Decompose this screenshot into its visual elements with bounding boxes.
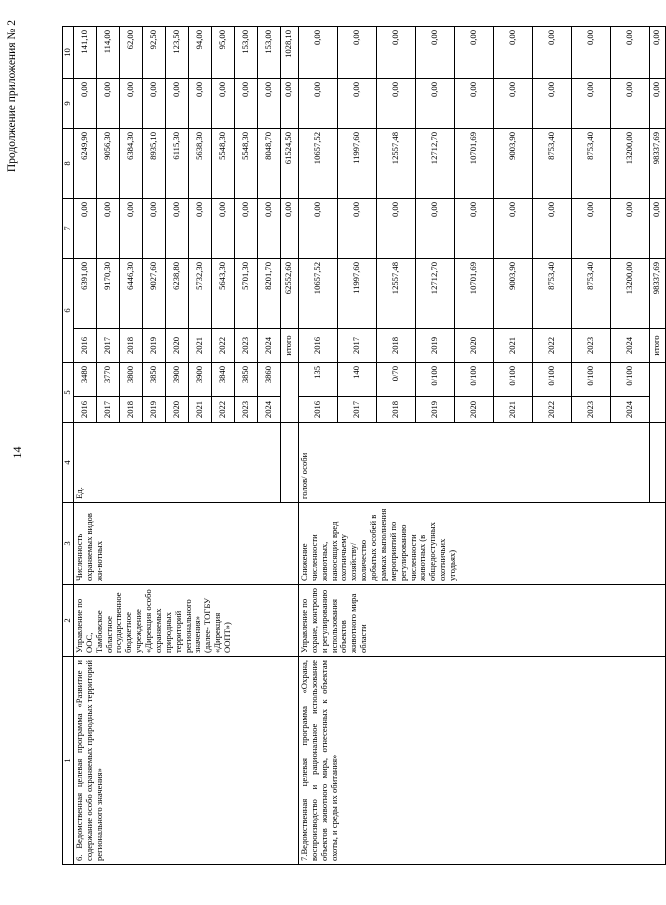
funding-year: 2016 bbox=[298, 328, 337, 362]
funding-c8: 10657,52 bbox=[298, 128, 337, 198]
funding-c7: 0,00 bbox=[142, 198, 165, 258]
funding-c8: 8935,10 bbox=[142, 128, 165, 198]
funding-c7: 0,00 bbox=[415, 198, 454, 258]
funding-c7: 0,00 bbox=[493, 198, 532, 258]
funding-year: 2024 bbox=[610, 328, 649, 362]
indicator-plan-value: 0/100 bbox=[532, 362, 571, 396]
funding-c10: 0,00 bbox=[610, 26, 649, 78]
program-executor: Управление по охране, контролю и регулированию использования объектов животного мира области bbox=[298, 585, 665, 657]
indicator-year: 2021 bbox=[493, 397, 532, 423]
indicator-plan-value: 3860 bbox=[257, 362, 280, 396]
empty-cell bbox=[280, 423, 298, 503]
indicator-year: 2018 bbox=[119, 397, 142, 423]
total-c7: 0,00 bbox=[280, 198, 298, 258]
funding-c9: 0,00 bbox=[96, 78, 119, 128]
header-cell-1: 1 bbox=[63, 657, 74, 865]
funding-c6: 8201,70 bbox=[257, 258, 280, 328]
funding-c8: 5548,30 bbox=[234, 128, 257, 198]
indicator-year: 2017 bbox=[337, 397, 376, 423]
funding-c10: 0,00 bbox=[493, 26, 532, 78]
funding-c10: 0,00 bbox=[532, 26, 571, 78]
funding-c6: 10701,69 bbox=[454, 258, 493, 328]
indicator-year: 2021 bbox=[188, 397, 211, 423]
indicator-plan-value: 0/100 bbox=[493, 362, 532, 396]
funding-year: 2017 bbox=[96, 328, 119, 362]
indicator-year: 2018 bbox=[376, 397, 415, 423]
funding-c10: 62,00 bbox=[119, 26, 142, 78]
indicator-plan-value: 3840 bbox=[211, 362, 234, 396]
funding-c7: 0,00 bbox=[337, 198, 376, 258]
funding-year: 2021 bbox=[493, 328, 532, 362]
funding-c10: 94,00 bbox=[188, 26, 211, 78]
funding-c6: 6391,00 bbox=[73, 258, 96, 328]
total-c10: 1028,10 bbox=[280, 26, 298, 78]
indicator-plan-value: 3850 bbox=[142, 362, 165, 396]
funding-c7: 0,00 bbox=[454, 198, 493, 258]
total-c10: 0,00 bbox=[649, 26, 665, 78]
header-cell-8: 8 bbox=[63, 128, 74, 198]
funding-c6: 8753,40 bbox=[571, 258, 610, 328]
header-row bbox=[63, 26, 74, 864]
funding-c8: 11997,60 bbox=[337, 128, 376, 198]
funding-c7: 0,00 bbox=[571, 198, 610, 258]
funding-c7: 0,00 bbox=[234, 198, 257, 258]
funding-c8: 10701,69 bbox=[454, 128, 493, 198]
page-number: 14 bbox=[10, 446, 24, 459]
table-row bbox=[73, 26, 96, 864]
total-label: итого bbox=[280, 328, 298, 362]
indicator-plan-value: 3850 bbox=[234, 362, 257, 396]
funding-c9: 0,00 bbox=[571, 78, 610, 128]
funding-c7: 0,00 bbox=[298, 198, 337, 258]
total-c9: 0,00 bbox=[280, 78, 298, 128]
funding-c8: 6384,30 bbox=[119, 128, 142, 198]
funding-c6: 5732,30 bbox=[188, 258, 211, 328]
funding-year: 2016 bbox=[73, 328, 96, 362]
funding-c7: 0,00 bbox=[211, 198, 234, 258]
indicator-year: 2020 bbox=[454, 397, 493, 423]
funding-c8: 8753,40 bbox=[571, 128, 610, 198]
funding-year: 2019 bbox=[142, 328, 165, 362]
empty-cell bbox=[280, 362, 298, 422]
indicator-plan-value: 0/70 bbox=[376, 362, 415, 396]
indicator-year: 2022 bbox=[532, 397, 571, 423]
funding-c9: 0,00 bbox=[493, 78, 532, 128]
program-indicator: Снижение численности животных, наносящих вред охотничьему хозяйству/количество добытых особей в рамках выполнения мероприятий по регулированию численности животных (в общедоступных охотничьих угодьях) bbox=[298, 503, 665, 585]
appendix-note: Продолжение приложения № 2 bbox=[6, 20, 18, 173]
indicator-year: 2019 bbox=[142, 397, 165, 423]
funding-c8: 8048,70 bbox=[257, 128, 280, 198]
funding-c8: 12712,70 bbox=[415, 128, 454, 198]
total-c9: 0,00 bbox=[649, 78, 665, 128]
funding-c8: 6115,30 bbox=[165, 128, 188, 198]
indicator-unit: Ед. bbox=[73, 423, 280, 503]
indicator-plan-value: 3480 bbox=[73, 362, 96, 396]
funding-c7: 0,00 bbox=[257, 198, 280, 258]
total-c8: 61524,50 bbox=[280, 128, 298, 198]
header-cell-10: 10 bbox=[63, 26, 74, 78]
funding-c10: 92,50 bbox=[142, 26, 165, 78]
total-c6: 62552,60 bbox=[280, 258, 298, 328]
funding-year: 2022 bbox=[211, 328, 234, 362]
funding-c6: 11997,60 bbox=[337, 258, 376, 328]
program-name: 7.Ведомственная целевая программа «Охрана, воспроизводство и рациональное использование объектов животного мира, отнесенных к объектам охоты, и среды их обитания» bbox=[298, 657, 665, 865]
funding-c9: 0,00 bbox=[610, 78, 649, 128]
indicator-plan-value: 0/100 bbox=[571, 362, 610, 396]
funding-c6: 5701,30 bbox=[234, 258, 257, 328]
funding-c6: 5643,30 bbox=[211, 258, 234, 328]
funding-c6: 12557,48 bbox=[376, 258, 415, 328]
funding-year: 2022 bbox=[532, 328, 571, 362]
indicator-plan-value: 0/100 bbox=[610, 362, 649, 396]
indicator-year: 2023 bbox=[571, 397, 610, 423]
funding-c8: 8753,40 bbox=[532, 128, 571, 198]
funding-c6: 8753,40 bbox=[532, 258, 571, 328]
funding-c9: 0,00 bbox=[188, 78, 211, 128]
indicator-plan-value: 0/100 bbox=[454, 362, 493, 396]
funding-c6: 9003,90 bbox=[493, 258, 532, 328]
funding-c9: 0,00 bbox=[337, 78, 376, 128]
funding-c8: 9003,90 bbox=[493, 128, 532, 198]
indicator-year: 2020 bbox=[165, 397, 188, 423]
funding-c6: 13200,00 bbox=[610, 258, 649, 328]
indicator-year: 2016 bbox=[73, 397, 96, 423]
funding-year: 2017 bbox=[337, 328, 376, 362]
funding-c9: 0,00 bbox=[165, 78, 188, 128]
funding-c10: 114,00 bbox=[96, 26, 119, 78]
funding-c8: 5638,30 bbox=[188, 128, 211, 198]
program-indicator: Численность охраняемых видов жи-вотных bbox=[73, 503, 298, 585]
indicator-plan-value: 3900 bbox=[165, 362, 188, 396]
funding-c7: 0,00 bbox=[73, 198, 96, 258]
header-cell-4: 4 bbox=[63, 423, 74, 503]
indicator-year: 2024 bbox=[257, 397, 280, 423]
total-label: итого bbox=[649, 328, 665, 362]
funding-c6: 9027,60 bbox=[142, 258, 165, 328]
funding-c8: 13200,00 bbox=[610, 128, 649, 198]
funding-year: 2020 bbox=[165, 328, 188, 362]
indicator-plan-value: 3900 bbox=[188, 362, 211, 396]
funding-c9: 0,00 bbox=[415, 78, 454, 128]
header-cell-2: 2 bbox=[63, 585, 74, 657]
indicator-year: 2022 bbox=[211, 397, 234, 423]
funding-c6: 10657,52 bbox=[298, 258, 337, 328]
funding-c9: 0,00 bbox=[211, 78, 234, 128]
funding-c7: 0,00 bbox=[610, 198, 649, 258]
funding-c10: 0,00 bbox=[337, 26, 376, 78]
indicator-year: 2016 bbox=[298, 397, 337, 423]
total-c6: 98337,69 bbox=[649, 258, 665, 328]
program-table bbox=[62, 26, 666, 865]
total-c7: 0,00 bbox=[649, 198, 665, 258]
indicator-year: 2017 bbox=[96, 397, 119, 423]
empty-cell bbox=[649, 423, 665, 503]
funding-c9: 0,00 bbox=[532, 78, 571, 128]
funding-c8: 12557,48 bbox=[376, 128, 415, 198]
funding-c10: 153,00 bbox=[257, 26, 280, 78]
funding-c10: 153,00 bbox=[234, 26, 257, 78]
funding-c6: 9170,30 bbox=[96, 258, 119, 328]
funding-year: 2023 bbox=[234, 328, 257, 362]
empty-cell bbox=[649, 362, 665, 422]
indicator-unit: голов/ особи bbox=[298, 423, 649, 503]
funding-c8: 6249,90 bbox=[73, 128, 96, 198]
funding-c10: 0,00 bbox=[415, 26, 454, 78]
funding-year: 2020 bbox=[454, 328, 493, 362]
funding-c7: 0,00 bbox=[165, 198, 188, 258]
funding-c6: 6446,30 bbox=[119, 258, 142, 328]
funding-c9: 0,00 bbox=[376, 78, 415, 128]
header-cell-6: 6 bbox=[63, 258, 74, 362]
funding-c10: 0,00 bbox=[298, 26, 337, 78]
header-cell-5: 5 bbox=[63, 362, 74, 422]
indicator-plan-value: 135 bbox=[298, 362, 337, 396]
program-executor: Управление по ООС, Тамбовское областное государственное бюджетное учреждение «Дирекция особо охраняемых природных территорий регионального значения» (далее- ТОГБУ «Дирекция ООПТ») bbox=[73, 585, 298, 657]
indicator-plan-value: 3800 bbox=[119, 362, 142, 396]
total-c8: 98337,69 bbox=[649, 128, 665, 198]
funding-c9: 0,00 bbox=[73, 78, 96, 128]
funding-year: 2018 bbox=[119, 328, 142, 362]
table-row bbox=[298, 26, 337, 864]
indicator-year: 2019 bbox=[415, 397, 454, 423]
funding-c9: 0,00 bbox=[234, 78, 257, 128]
header-cell-7: 7 bbox=[63, 198, 74, 258]
funding-c9: 0,00 bbox=[454, 78, 493, 128]
funding-c10: 0,00 bbox=[376, 26, 415, 78]
funding-year: 2021 bbox=[188, 328, 211, 362]
indicator-year: 2023 bbox=[234, 397, 257, 423]
funding-c6: 6238,80 bbox=[165, 258, 188, 328]
indicator-plan-value: 140 bbox=[337, 362, 376, 396]
funding-year: 2023 bbox=[571, 328, 610, 362]
indicator-plan-value: 0/100 bbox=[415, 362, 454, 396]
indicator-plan-value: 3770 bbox=[96, 362, 119, 396]
program-name: 6. Ведомственная целевая программа «Развитие и содержание особо охраняемых природных территорий регионального значения» bbox=[73, 657, 298, 865]
funding-c7: 0,00 bbox=[376, 198, 415, 258]
funding-c9: 0,00 bbox=[298, 78, 337, 128]
funding-c10: 0,00 bbox=[571, 26, 610, 78]
funding-c10: 95,00 bbox=[211, 26, 234, 78]
funding-c6: 12712,70 bbox=[415, 258, 454, 328]
funding-year: 2018 bbox=[376, 328, 415, 362]
header-cell-3: 3 bbox=[63, 503, 74, 585]
funding-c7: 0,00 bbox=[96, 198, 119, 258]
funding-c7: 0,00 bbox=[188, 198, 211, 258]
funding-c8: 5548,30 bbox=[211, 128, 234, 198]
funding-c9: 0,00 bbox=[119, 78, 142, 128]
indicator-year: 2024 bbox=[610, 397, 649, 423]
funding-c9: 0,00 bbox=[257, 78, 280, 128]
funding-c8: 9056,30 bbox=[96, 128, 119, 198]
funding-year: 2019 bbox=[415, 328, 454, 362]
funding-c10: 0,00 bbox=[454, 26, 493, 78]
funding-c7: 0,00 bbox=[532, 198, 571, 258]
funding-c10: 141,10 bbox=[73, 26, 96, 78]
funding-year: 2024 bbox=[257, 328, 280, 362]
funding-c7: 0,00 bbox=[119, 198, 142, 258]
funding-c10: 123,50 bbox=[165, 26, 188, 78]
header-cell-9: 9 bbox=[63, 78, 74, 128]
funding-c9: 0,00 bbox=[142, 78, 165, 128]
